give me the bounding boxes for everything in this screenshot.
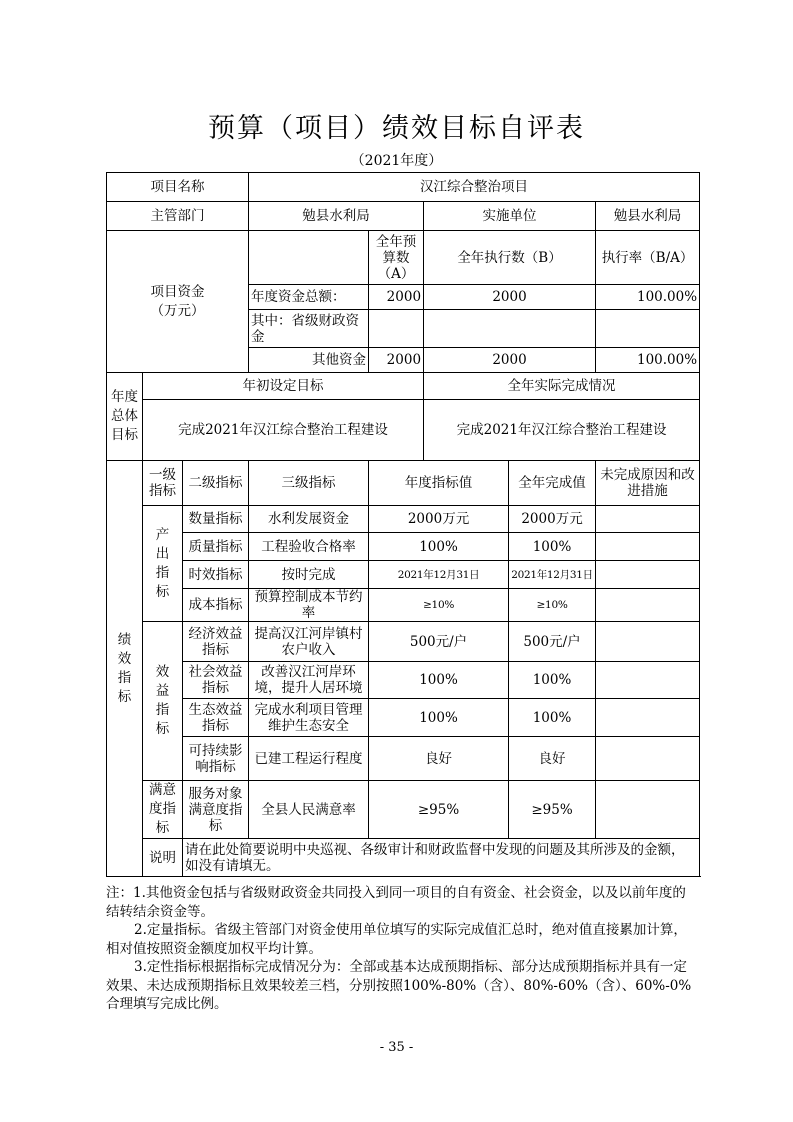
note-3: 3.定性指标根据指标完成情况分为：全部或基本达成预期指标、部分达成预期指标并具有一定效果、未达成预期指标且效果较差三档，分别按照100%-80%（含）、80%-60%（含）、60%-0%合理填写完成比例。 [106, 959, 692, 1012]
page-number: - 35 - [379, 1040, 414, 1055]
indicator-l3: 按时完成 [249, 561, 369, 589]
explain-label: 说明 [143, 839, 183, 877]
indicator-l2: 成本指标 [183, 589, 249, 622]
benefit-indicators-label: 效益指标 [143, 622, 183, 781]
indicator-actual: 500元/户 [509, 622, 596, 662]
header-reason: 未完成原因和改进措施 [596, 461, 700, 506]
indicator-target: ≥95% [369, 781, 509, 839]
note-1: 注：1.其他资金包括与省级财政资金共同投入到同一项目的自有资金、社会资金，以及以前年度的结转结余资金等。 [106, 885, 686, 920]
goal-set-header: 年初设定目标 [143, 373, 424, 400]
indicator-l3: 全县人民满意率 [249, 781, 369, 839]
evaluation-table [106, 172, 700, 877]
indicator-target: 100% [369, 699, 509, 737]
performance-indicators-label: 绩效指标 [107, 461, 143, 877]
impl-label: 实施单位 [424, 202, 596, 231]
header-l1: 一级指标 [143, 461, 183, 506]
provincial-funds-label: 其中：省级财政资金 [249, 310, 369, 348]
total-funds-label: 年度资金总额： [249, 285, 369, 310]
goal-actual-header: 全年实际完成情况 [424, 373, 700, 400]
goal-set-value: 完成2021年汉江综合整治工程建设 [143, 400, 424, 461]
indicator-l2: 服务对象满意度指标 [183, 781, 249, 839]
indicator-target: 100% [369, 533, 509, 561]
indicator-l2: 质量指标 [183, 533, 249, 561]
indicator-target: ≥10% [369, 589, 509, 622]
indicator-l3: 改善汉江河岸环境，提升人居环境 [249, 662, 369, 699]
indicator-actual: 100% [509, 699, 596, 737]
explain-text: 请在此处简要说明中央巡视、各级审计和财政监督中发现的问题及其所涉及的金额，如没有请填无。 [183, 839, 700, 877]
goal-actual-value: 完成2021年汉江综合整治工程建设 [424, 400, 700, 461]
other-funds-label: 其他资金 [249, 348, 369, 373]
total-exec: 2000 [424, 285, 596, 310]
other-rate: 100.00% [596, 348, 700, 373]
impl-value: 勉县水利局 [596, 202, 700, 231]
col-budget-header: 全年预算数（A） [369, 231, 424, 285]
project-name-label: 项目名称 [107, 173, 249, 202]
header-actual: 全年完成值 [509, 461, 596, 506]
output-indicators-label: 产出指标 [143, 506, 183, 622]
indicator-actual: 100% [509, 662, 596, 699]
header-target: 年度指标值 [369, 461, 509, 506]
indicator-l2: 经济效益指标 [183, 622, 249, 662]
indicator-l2: 社会效益指标 [183, 662, 249, 699]
indicator-l3: 工程验收合格率 [249, 533, 369, 561]
header-l2: 二级指标 [183, 461, 249, 506]
indicator-l3: 水利发展资金 [249, 506, 369, 533]
dept-label: 主管部门 [107, 202, 249, 231]
indicator-l2: 时效指标 [183, 561, 249, 589]
indicator-l2: 生态效益指标 [183, 699, 249, 737]
funds-label: 项目资金 （万元） [107, 231, 249, 373]
total-budget: 2000 [369, 285, 424, 310]
indicator-actual: 2021年12月31日 [509, 561, 596, 589]
indicator-target: 2021年12月31日 [369, 561, 509, 589]
satisfaction-indicators-label: 满意度指标 [143, 781, 183, 839]
indicator-l3: 完成水利项目管理维护生态安全 [249, 699, 369, 737]
indicator-l2: 数量指标 [183, 506, 249, 533]
note-2: 2.定量指标。省级主管部门对资金使用单位填写的实际完成值汇总时，绝对值直接累加计算，相对值按照资金额度加权平均计算。 [106, 922, 687, 957]
indicator-actual: 100% [509, 533, 596, 561]
indicator-target: 良好 [369, 737, 509, 781]
indicator-actual: 2000万元 [509, 506, 596, 533]
indicator-l3: 已建工程运行程度 [249, 737, 369, 781]
annual-goal-label: 年度总体目标 [107, 373, 143, 461]
total-rate: 100.00% [596, 285, 700, 310]
other-budget: 2000 [369, 348, 424, 373]
page-title: 预算（项目）绩效目标自评表 [208, 113, 585, 144]
indicator-target: 100% [369, 662, 509, 699]
col-rate-header: 执行率（B/A） [596, 231, 700, 285]
indicator-l2: 可持续影响指标 [183, 737, 249, 781]
project-name: 汉江综合整治项目 [249, 173, 700, 202]
indicator-actual: ≥10% [509, 589, 596, 622]
indicator-target: 500元/户 [369, 622, 509, 662]
indicator-l3: 预算控制成本节约率 [249, 589, 369, 622]
notes [106, 884, 699, 1014]
dept-value: 勉县水利局 [249, 202, 424, 231]
fiscal-year: （2021年度） [350, 153, 443, 169]
col-exec-header: 全年执行数（B） [424, 231, 596, 285]
indicator-actual: 良好 [509, 737, 596, 781]
header-l3: 三级指标 [249, 461, 369, 506]
other-exec: 2000 [424, 348, 596, 373]
indicator-target: 2000万元 [369, 506, 509, 533]
indicator-actual: ≥95% [509, 781, 596, 839]
indicator-l3: 提高汉江河岸镇村农户收入 [249, 622, 369, 662]
